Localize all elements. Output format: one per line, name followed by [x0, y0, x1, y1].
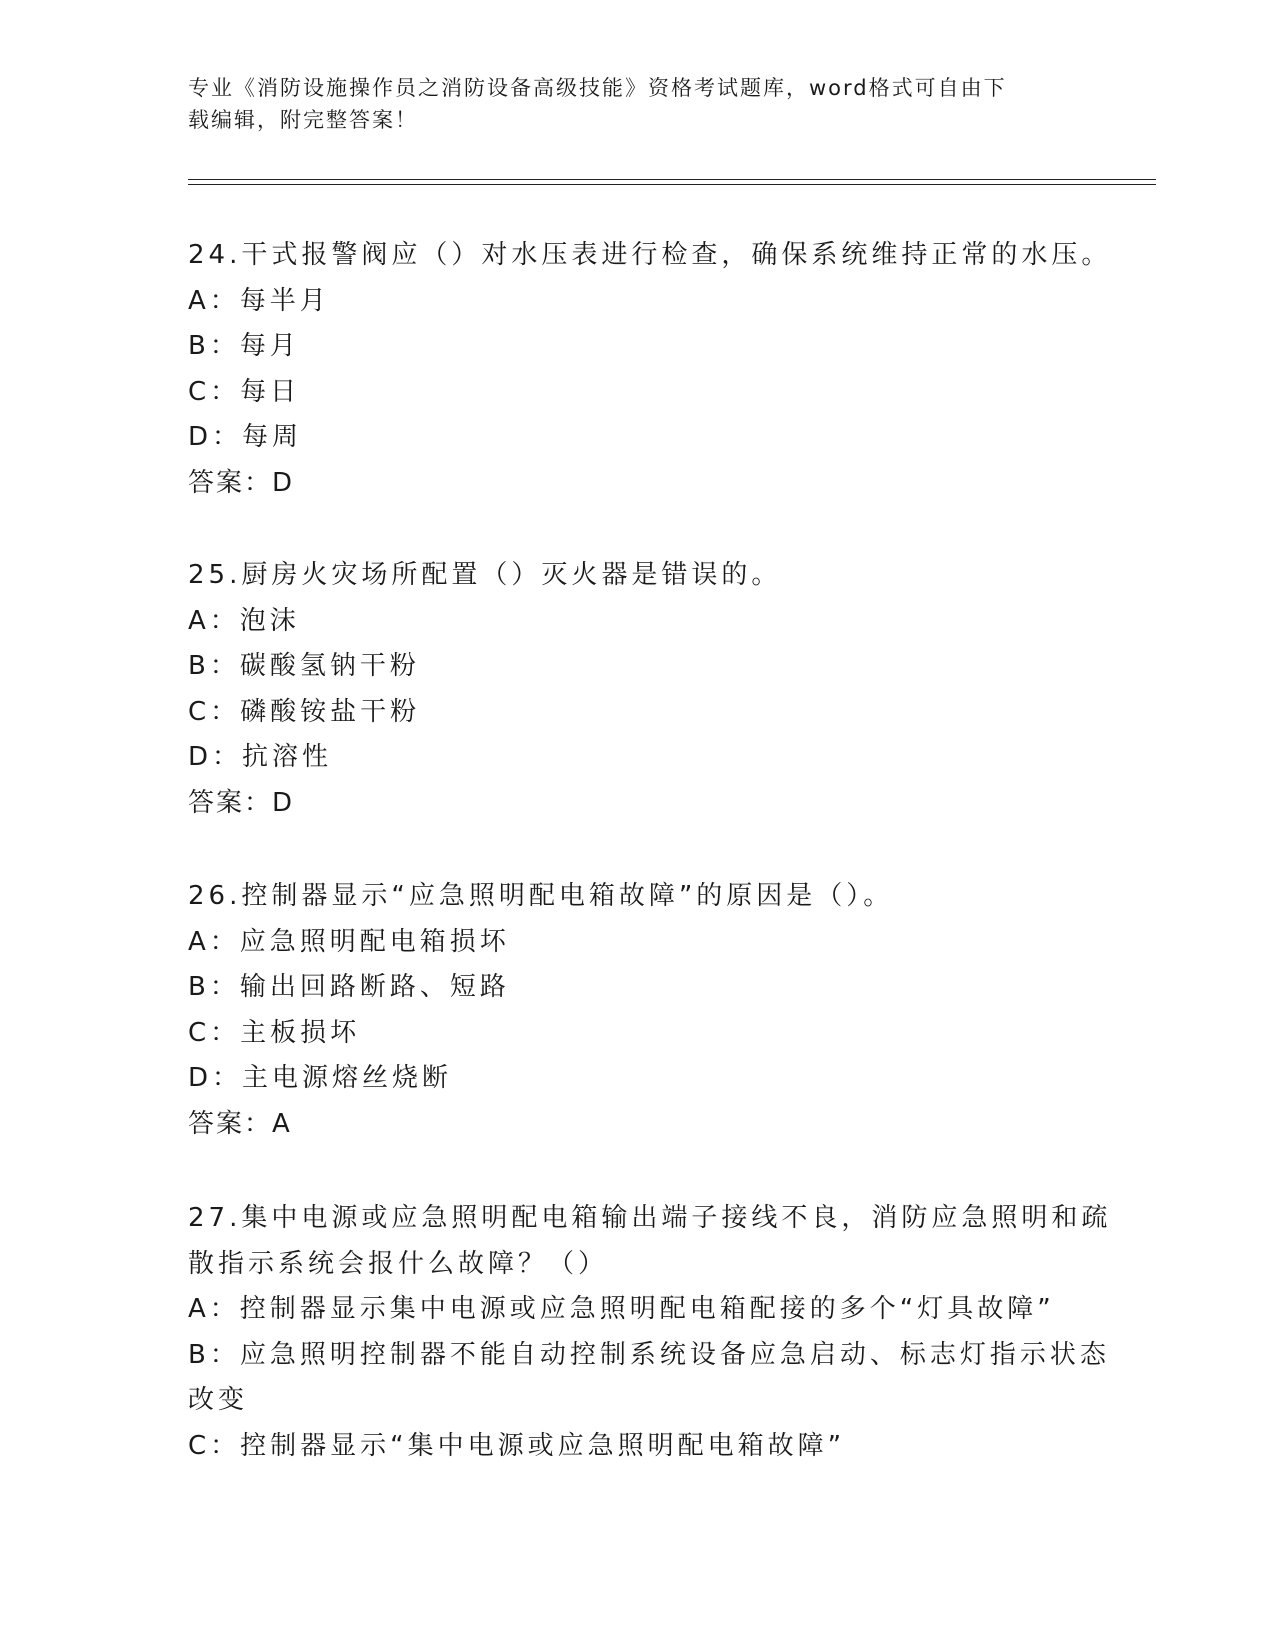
answer: 答案：A	[188, 1108, 292, 1139]
header-divider-top	[188, 179, 1156, 180]
answer: 答案：D	[188, 787, 295, 818]
question-stem-line-1: 27.集中电源或应急照明配电箱输出端子接线不良，消防应急照明和疏	[188, 1203, 1112, 1233]
document-header	[188, 72, 1068, 136]
option-b: B：碳酸氢钠干粉	[188, 651, 420, 681]
question-stem: 26.控制器显示“应急照明配电箱故障”的原因是（）。	[188, 881, 894, 911]
option-b: B：每月	[188, 331, 300, 361]
option-d: D：每周	[188, 422, 303, 452]
header-divider-bottom	[188, 184, 1156, 185]
option-b-continued: 改变	[188, 1385, 249, 1415]
option-a: A：泡沫	[188, 605, 300, 636]
option-d: D：主电源熔丝烧断	[188, 1063, 453, 1093]
question-27	[188, 1196, 1112, 1469]
question-stem: 24.干式报警阀应（）对水压表进行检查，确保系统维持正常的水压。	[188, 240, 1112, 270]
question-stem-line-2: 散指示系统会报什么故障？（）	[188, 1248, 609, 1279]
option-a: A：每半月	[188, 285, 330, 316]
header-line-1: 专业《消防设施操作员之消防设备高级技能》资格考试题库，word格式可自由下	[188, 76, 1007, 100]
option-b: B：输出回路断路、短路	[188, 972, 510, 1002]
question-26	[188, 874, 1088, 1147]
header-line-2: 载编辑，附完整答案！	[188, 108, 418, 132]
option-a: A：控制器显示集中电源或应急照明配电箱配接的多个“灯具故障”	[188, 1294, 1055, 1324]
question-24	[188, 233, 1112, 506]
answer: 答案：D	[188, 467, 295, 498]
option-a: A：应急照明配电箱损坏	[188, 926, 510, 957]
option-c: C：主板损坏	[188, 1017, 361, 1048]
option-d: D：抗溶性	[188, 742, 333, 772]
question-25	[188, 553, 1088, 826]
option-c: C：磷酸铵盐干粉	[188, 696, 421, 727]
option-c: C：控制器显示“集中电源或应急照明配电箱故障”	[188, 1430, 846, 1461]
option-b: B：应急照明控制器不能自动控制系统设备应急启动、标志灯指示状态	[188, 1339, 1110, 1370]
option-c: C：每日	[188, 376, 301, 407]
question-stem: 25.厨房火灾场所配置（）灭火器是错误的。	[188, 560, 782, 590]
